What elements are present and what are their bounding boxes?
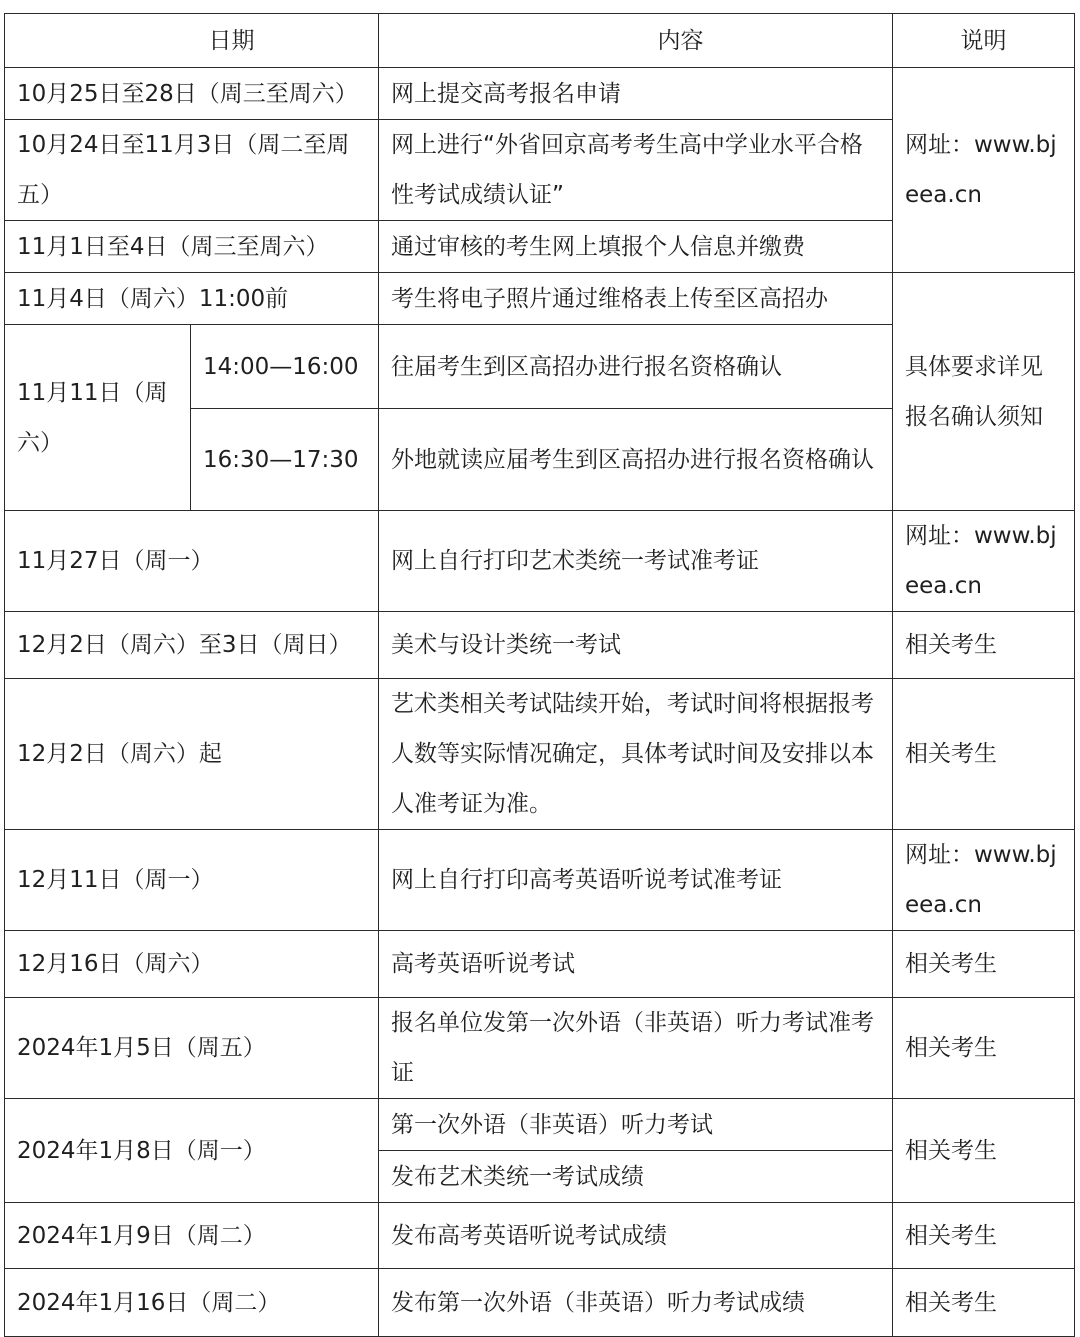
row-date: 11月4日（周六）11:00前: [5, 273, 379, 325]
table-row: [5, 273, 1075, 325]
row-note: 具体要求详见报名确认须知: [893, 273, 1075, 511]
row-date: 12月16日（周六）: [5, 931, 379, 998]
row-date: 11月27日（周一）: [5, 511, 379, 612]
header-content: 内容: [379, 14, 893, 68]
row-content: 网上自行打印艺术类统一考试准考证: [379, 511, 893, 612]
table-row: [5, 1269, 1075, 1337]
row-date: 12月2日（周六）起: [5, 679, 379, 830]
row-content: 网上进行“外省回京高考考生高中学业水平合格性考试成绩认证”: [379, 120, 893, 221]
row-note: 相关考生: [893, 612, 1075, 679]
row-content: 高考英语听说考试: [379, 931, 893, 998]
row-note: 网址：www.bjeea.cn: [893, 830, 1075, 931]
row-date: 2024年1月16日（周二）: [5, 1269, 379, 1337]
row-content: 艺术类相关考试陆续开始，考试时间将根据报考人数等实际情况确定，具体考试时间及安排以本人准考证为准。: [379, 679, 893, 830]
row-date: 2024年1月5日（周五）: [5, 998, 379, 1099]
row-content: 报名单位发第一次外语（非英语）听力考试准考证: [379, 998, 893, 1099]
row-content: 发布艺术类统一考试成绩: [379, 1151, 893, 1203]
row-note: 相关考生: [893, 1203, 1075, 1269]
row-date: 10月25日至28日（周三至周六）: [5, 68, 379, 120]
row-note: 相关考生: [893, 1269, 1075, 1337]
row-date: 2024年1月9日（周二）: [5, 1203, 379, 1269]
row-date: 10月24日至11月3日（周二至周五）: [5, 120, 379, 221]
schedule-table: [4, 13, 1075, 1337]
table-row: [5, 998, 1075, 1099]
row-date: 12月11日（周一）: [5, 830, 379, 931]
row-content: 往届考生到区高招办进行报名资格确认: [379, 325, 893, 409]
row-note: 相关考生: [893, 931, 1075, 998]
row-note: 网址：www.bjeea.cn: [893, 511, 1075, 612]
row-content: 外地就读应届考生到区高招办进行报名资格确认: [379, 409, 893, 511]
row-content: 美术与设计类统一考试: [379, 612, 893, 679]
table-header-row: [5, 14, 1075, 68]
row-content: 第一次外语（非英语）听力考试: [379, 1099, 893, 1151]
row-content: 发布高考英语听说考试成绩: [379, 1203, 893, 1269]
table-row: [5, 931, 1075, 998]
row-time: 16:30—17:30: [191, 409, 379, 511]
row-note: 相关考生: [893, 679, 1075, 830]
table-row: [5, 679, 1075, 830]
table-row: [5, 1099, 1075, 1151]
row-content: 发布第一次外语（非英语）听力考试成绩: [379, 1269, 893, 1337]
row-note: 相关考生: [893, 998, 1075, 1099]
row-date: 2024年1月8日（周一）: [5, 1099, 379, 1203]
row-date: 11月11日（周六）: [5, 325, 191, 511]
table-row: [5, 68, 1075, 120]
table-row: [5, 1203, 1075, 1269]
row-content: 通过审核的考生网上填报个人信息并缴费: [379, 221, 893, 273]
table-row: [5, 612, 1075, 679]
row-time: 14:00—16:00: [191, 325, 379, 409]
table-row: [5, 511, 1075, 612]
row-content: 考生将电子照片通过维格表上传至区高招办: [379, 273, 893, 325]
header-note: 说明: [893, 14, 1075, 68]
row-date: 11月1日至4日（周三至周六）: [5, 221, 379, 273]
row-date: 12月2日（周六）至3日（周日）: [5, 612, 379, 679]
row-note: 网址：www.bjeea.cn: [893, 68, 1075, 273]
table-row: [5, 830, 1075, 931]
row-content: 网上提交高考报名申请: [379, 68, 893, 120]
row-content: 网上自行打印高考英语听说考试准考证: [379, 830, 893, 931]
header-date: 日期: [5, 14, 379, 68]
row-note: 相关考生: [893, 1099, 1075, 1203]
